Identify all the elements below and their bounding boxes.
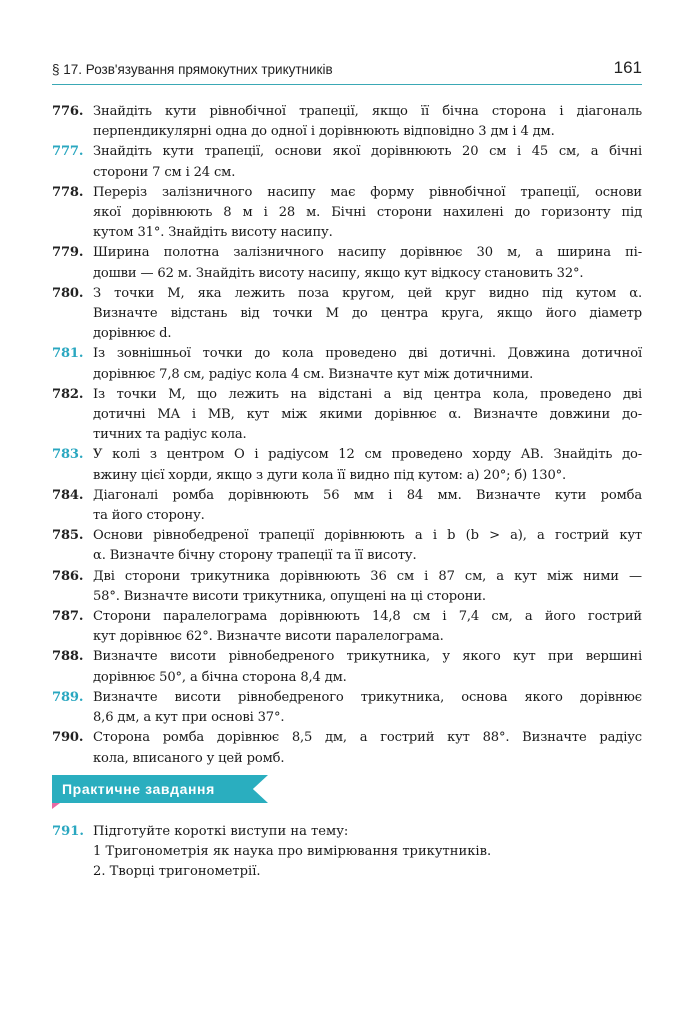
problem-text-line: Визначте відстань від точки M до центра круга, якщо його діаметр [93, 306, 642, 322]
problem-text-line: α. Визначте бічну сторону трапеції та її висоту. [93, 548, 417, 564]
problem-number: 787. [52, 609, 84, 625]
problem-text-line: кола, вписаного у цей ромб. [93, 750, 285, 766]
page-number: 161 [613, 58, 642, 77]
banner-corner-fold [52, 803, 60, 809]
practical-task [52, 822, 642, 883]
problem-text-line: якої дорівнюють 8 м і 28 м. Бічні сторони нахилені до горизонту під [93, 205, 642, 221]
problem-item [52, 142, 642, 182]
problem-item [52, 344, 642, 384]
problem-item [52, 284, 642, 345]
problem-item [52, 385, 642, 446]
problem-number: 780. [52, 285, 84, 301]
problem-text-line: З точки M, яка лежить поза кругом, цей круг видно під кутом α. [93, 285, 642, 301]
problem-item [52, 526, 642, 566]
practical-task-heading: Практичне завдання [62, 781, 215, 797]
problem-item [52, 728, 642, 768]
problem-number: 789. [52, 689, 84, 705]
task-intro: Підготуйте короткі виступи на тему: [93, 824, 349, 839]
problem-text-line: Сторона ромба дорівнює 8,5 дм, а гострий кут 88°. Визначте радіус [93, 730, 642, 746]
problem-text-line: Із точки M, що лежить на відстані a від центра кола, проведено дві [93, 386, 642, 402]
problem-text-line: 58°. Визначте висоти трикутника, опущені на ці сторони. [93, 588, 486, 604]
problem-text-line: дошви — 62 м. Знайдіть висоту насипу, якщо кут відкосу становить 32°. [93, 265, 584, 281]
problem-item [52, 102, 642, 142]
task-item: 1 Тригонометрія як наука про вимірювання трикутників. [93, 844, 492, 860]
problem-item [52, 486, 642, 526]
problem-text-line: Діагоналі ромба дорівнюють 56 мм і 84 мм. Визначте кути ромба [93, 487, 642, 503]
section-title: § 17. Розв'язування прямокутних трикутників [52, 62, 333, 77]
problem-item [52, 688, 642, 728]
problem-text-line: тичних та радіус кола. [93, 427, 247, 443]
problem-number: 777. [52, 144, 84, 160]
problem-number: 785. [52, 528, 84, 544]
problem-number: 791. [52, 824, 84, 839]
problem-number: 776. [52, 104, 84, 119]
problem-text-line: дотичні MA і MB, кут між якими дорівнює α. Визначте довжини до- [93, 407, 642, 423]
problem-text-line: кутом 31°. Знайдіть висоту насипу. [93, 225, 333, 241]
problem-text-line: та його сторону. [93, 508, 205, 524]
problem-number: 782. [52, 386, 84, 402]
problem-number: 779. [52, 245, 84, 261]
problem-text-line: Основи рівнобедреної трапеції дорівнюють a і b (b > a), а гострий кут [93, 528, 642, 544]
problem-text-line: дорівнює d. [93, 326, 172, 342]
problem-text-line: Переріз залізничного насипу має форму рівнобічної трапеції, основи [93, 184, 642, 200]
problem-text-line: дорівнює 7,8 см, радіус кола 4 см. Визначте кут між дотичними. [93, 366, 534, 382]
problem-text-line: Сторони паралелограма дорівнюють 14,8 см і 7,4 см, а його гострий [93, 609, 642, 625]
problem-item [52, 243, 642, 283]
problem-item [52, 183, 642, 244]
problem-text-line: вжину цієї хорди, якщо з дуги кола її видно під кутом: а) 20°; б) 130°. [93, 467, 567, 483]
problem-number: 788. [52, 649, 84, 665]
problem-text-line: перпендикулярні одна до одної і дорівнюють відповідно 3 дм і 4 дм. [93, 124, 555, 140]
problem-text-line: У колі з центром O і радіусом 12 см проведено хорду AB. Знайдіть до- [93, 447, 642, 463]
problem-number: 786. [52, 568, 84, 584]
running-header [52, 58, 642, 85]
task-item: 2. Творці тригонометрії. [93, 864, 261, 880]
problem-text-line: 8,6 дм, а кут при основі 37°. [93, 710, 285, 726]
problem-text-line: сторони 7 см і 24 см. [93, 164, 236, 180]
problem-number: 783. [52, 447, 84, 463]
problem-text-line: дорівнює 50°, а бічна сторона 8,4 дм. [93, 669, 347, 685]
problem-text-line: Ширина полотна залізничного насипу дорівнює 30 м, а ширина пі- [93, 245, 642, 261]
problem-text-line: кут дорівнює 62°. Визначте висоти паралелограма. [93, 629, 444, 645]
problem-text-line: Визначте висоти рівнобедреного трикутника, у якого кут при вершині [93, 649, 642, 665]
problem-item [52, 607, 642, 647]
problem-item [52, 647, 642, 687]
problem-number: 781. [52, 346, 84, 362]
problem-text-line: Дві сторони трикутника дорівнюють 36 см і 87 см, а кут між ними — [93, 568, 642, 584]
problem-item [52, 567, 642, 607]
problem-list [52, 102, 642, 769]
problem-text-line: Із зовнішньої точки до кола проведено дві дотичні. Довжина дотичної [93, 346, 642, 362]
problem-text-line: Знайдіть кути рівнобічної трапеції, якщо її бічна сторона і діагональ [93, 104, 642, 119]
problem-item [52, 445, 642, 485]
problem-number: 784. [52, 487, 84, 503]
problem-text-line: Знайдіть кути трапеції, основи якої дорівнюють 20 см і 45 см, а бічні [93, 144, 642, 160]
problem-text-line: Визначте висоти рівнобедреного трикутника, основа якого дорівнює [93, 689, 642, 705]
problem-number: 778. [52, 184, 84, 200]
problem-number: 790. [52, 730, 84, 746]
